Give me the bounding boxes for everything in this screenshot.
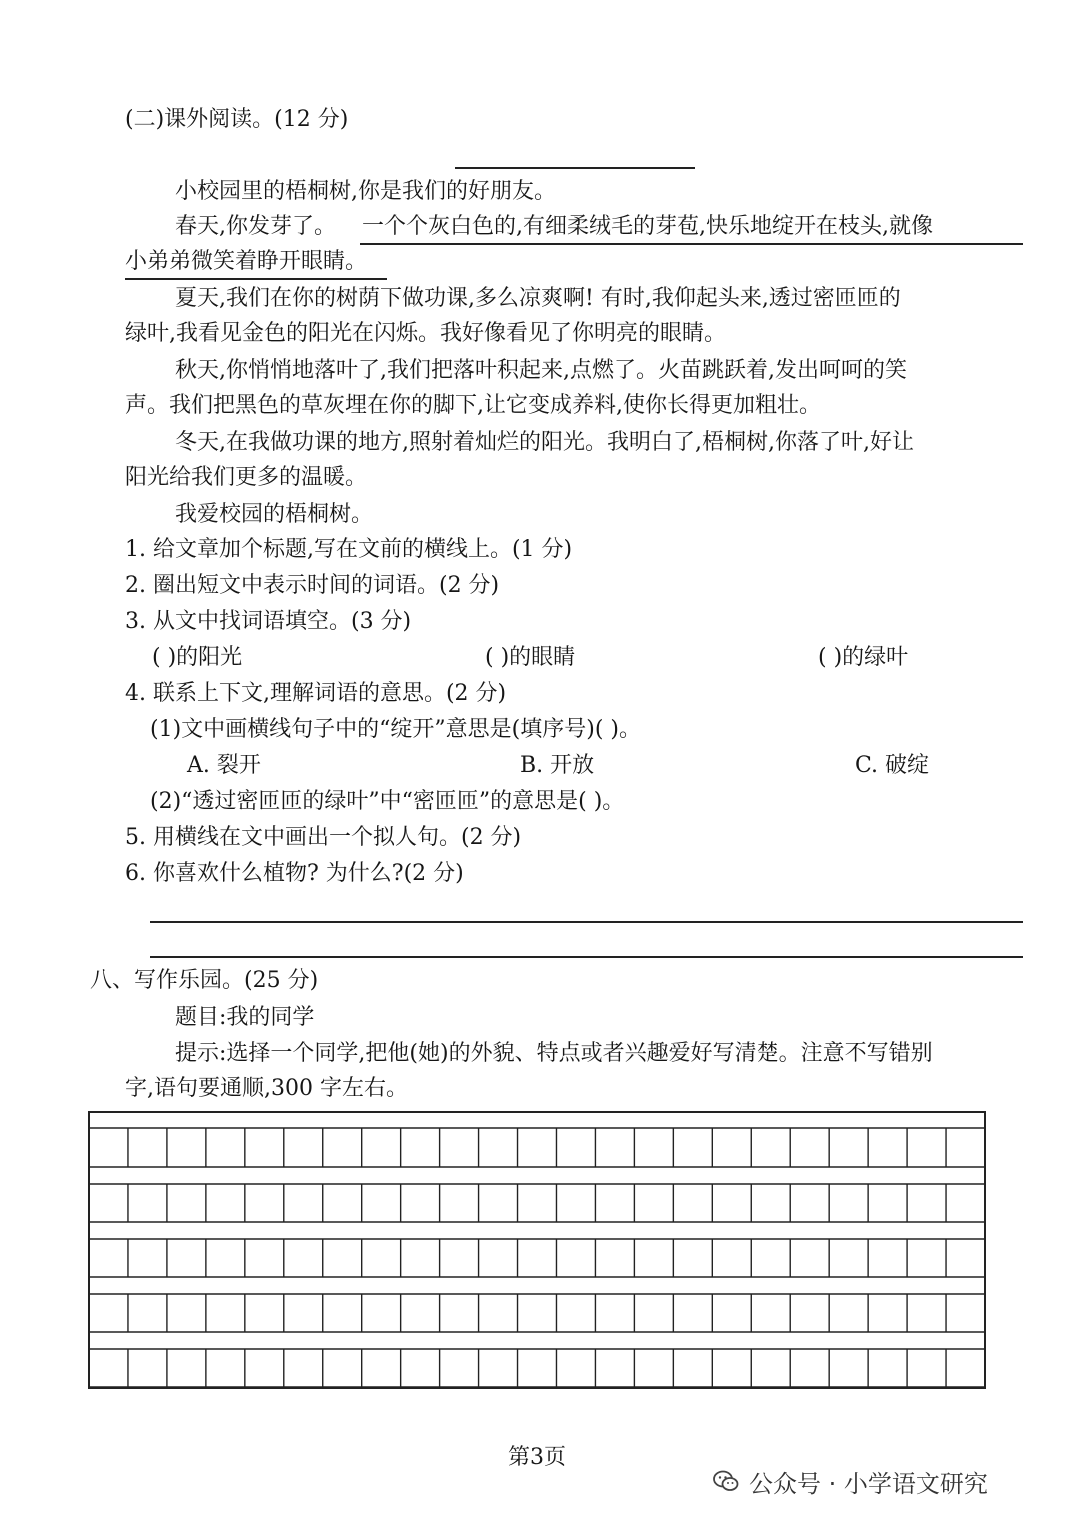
underline-sentence-1 bbox=[360, 243, 1023, 245]
question-3: 3. 从文中找词语填空。(3 分) bbox=[125, 609, 412, 634]
question-4-sub-1[interactable]: (1)文中画横线句子中的“绽开”意思是(填序号)( )。 bbox=[150, 717, 641, 742]
q4-option-b: B. 开放 bbox=[520, 753, 595, 778]
passage-paragraph-5-line1: 冬天,在我做功课的地方,照射着灿烂的阳光。我明白了,梧桐树,你落了叶,好让 bbox=[175, 430, 914, 455]
watermark-text: 公众号 · 小学语文研究 bbox=[749, 1469, 988, 1498]
question-4-sub-2[interactable]: (2)“透过密匝匝的绿叶”中“密匝匝”的意思是( )。 bbox=[150, 789, 625, 814]
writing-grid[interactable] bbox=[88, 1111, 986, 1389]
passage-paragraph-1: 小校园里的梧桐树,你是我们的好朋友。 bbox=[175, 179, 556, 204]
q6-answer-line-2[interactable] bbox=[150, 956, 1023, 958]
question-1: 1. 给文章加个标题,写在文前的横线上。(1 分) bbox=[125, 537, 573, 562]
q4-option-c: C. 破绽 bbox=[855, 753, 930, 778]
q3-blank-sunlight[interactable]: ( )的阳光 bbox=[152, 645, 243, 670]
passage-underlined-sentence-1: 一个个灰白色的,有细柔绒毛的芽苞,快乐地绽开在枝头,就像 bbox=[362, 214, 933, 239]
q3-blank-eyes[interactable]: ( )的眼睛 bbox=[485, 645, 576, 670]
title-answer-line[interactable] bbox=[455, 167, 695, 169]
passage-underlined-sentence-2: 小弟弟微笑着睁开眼睛。 bbox=[125, 249, 368, 274]
q4-option-a: A. 裂开 bbox=[187, 753, 261, 778]
question-5: 5. 用横线在文中画出一个拟人句。(2 分) bbox=[125, 825, 522, 850]
section-heading-reading: (二)课外阅读。(12 分) bbox=[125, 107, 349, 132]
section-heading-writing: 八、写作乐园。(25 分) bbox=[90, 968, 319, 993]
underline-sentence-2 bbox=[125, 278, 387, 280]
passage-paragraph-2-start: 春天,你发芽了。 bbox=[175, 214, 336, 239]
passage-paragraph-5-line2: 阳光给我们更多的温暖。 bbox=[125, 465, 368, 490]
passage-paragraph-3-line2: 绿叶,我看见金色的阳光在闪烁。我好像看见了你明亮的眼睛。 bbox=[125, 321, 726, 346]
question-6: 6. 你喜欢什么植物? 为什么?(2 分) bbox=[125, 861, 464, 886]
q3-blank-leaves[interactable]: ( )的绿叶 bbox=[818, 645, 909, 670]
page-number: 第3页 bbox=[508, 1445, 566, 1470]
passage-paragraph-6: 我爱校园的梧桐树。 bbox=[175, 502, 374, 527]
writing-hint-line2: 字,语句要通顺,300 字左右。 bbox=[125, 1076, 408, 1101]
passage-paragraph-4-line2: 声。我们把黑色的草灰埋在你的脚下,让它变成养料,使你长得更加粗壮。 bbox=[125, 393, 821, 418]
passage-paragraph-3-line1: 夏天,我们在你的树荫下做功课,多么凉爽啊! 有时,我仰起头来,透过密匝匝的 bbox=[175, 286, 901, 311]
wechat-icon bbox=[713, 1470, 739, 1492]
writing-topic: 题目:我的同学 bbox=[175, 1005, 315, 1030]
watermark bbox=[713, 1466, 988, 1496]
writing-hint-line1: 提示:选择一个同学,把他(她)的外貌、特点或者兴趣爱好写清楚。注意不写错别 bbox=[175, 1041, 933, 1066]
question-2: 2. 圈出短文中表示时间的词语。(2 分) bbox=[125, 573, 500, 598]
q6-answer-line-1[interactable] bbox=[150, 921, 1023, 923]
writing-grid-lines bbox=[88, 1111, 986, 1389]
passage-paragraph-4-line1: 秋天,你悄悄地落叶了,我们把落叶积起来,点燃了。火苗跳跃着,发出呵呵的笑 bbox=[175, 358, 907, 383]
question-4: 4. 联系上下文,理解词语的意思。(2 分) bbox=[125, 681, 507, 706]
